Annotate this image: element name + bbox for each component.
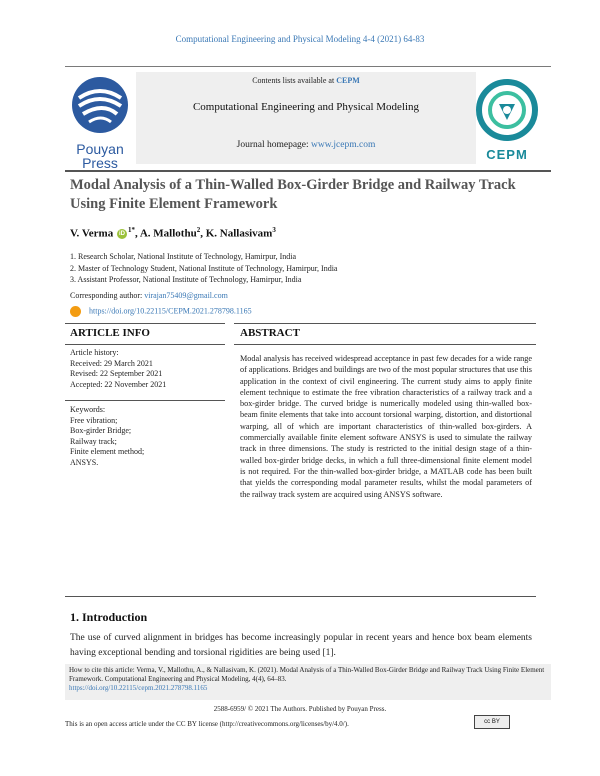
doi-line	[70, 306, 252, 317]
history-accepted: Accepted: 22 November 2021	[70, 379, 167, 389]
abstract-heading: ABSTRACT	[240, 327, 300, 339]
keywords	[70, 405, 144, 468]
keyword-3: Railway track;	[70, 436, 117, 446]
contents-prefix: Contents lists available at	[252, 76, 335, 85]
affiliation-2: 2. Master of Technology Student, National Institute of Technology, Hamirpur, India	[70, 264, 338, 273]
affiliation-3: 3. Assistant Professor, National Institute of Technology, Hamirpur, India	[70, 275, 302, 284]
keywords-label: Keywords:	[70, 405, 106, 414]
intro-paragraph: The use of curved alignment in bridges has become increasingly popular in recent years and hence box beam elements having exceptional bending and torsional rigidities are being used [1].	[70, 633, 532, 658]
open-access-icon	[70, 306, 81, 317]
cepm-logo-icon	[472, 78, 542, 142]
citation-box	[65, 664, 551, 700]
contents-line	[136, 76, 476, 85]
homepage-prefix: Journal homepage:	[236, 140, 309, 150]
citation-link[interactable]: https://doi.org/10.22115/cepm.2021.278798.1165	[69, 684, 208, 692]
author-2: A. Mallothu	[139, 227, 197, 240]
cepm-logo	[472, 78, 542, 166]
pouyan-press-logo	[67, 74, 133, 171]
keyword-5: ANSYS.	[70, 457, 99, 467]
cc-by-badge[interactable]: cc BY	[474, 715, 510, 729]
corresponding-author	[70, 291, 228, 300]
orcid-icon[interactable]: iD	[118, 231, 125, 238]
contents-link[interactable]: CEPM	[336, 76, 360, 85]
header-rule	[65, 66, 551, 67]
history-received: Received: 29 March 2021	[70, 358, 153, 368]
journal-homepage	[136, 140, 476, 150]
pouyan-logo-icon	[67, 74, 133, 136]
license-line: This is an open access article under the CC BY license (http://creativecommons.org/licenses/by/4.0/).	[65, 720, 349, 728]
article-history	[70, 348, 166, 390]
header-rule-thick	[65, 170, 551, 172]
author-list: V. Verma $iD^{1*}$, A. Mallothu$^2$, K. Nallasivam$^3$	[70, 226, 276, 240]
running-header: Computational Engineering and Physical Modeling 4-4 (2021) 64-83	[175, 34, 425, 44]
keyword-1: Free vibration;	[70, 415, 118, 425]
logo-line-1: Pouyan	[76, 141, 124, 157]
history-label: Article history:	[70, 348, 119, 357]
article-info-top-rule	[65, 323, 225, 324]
author-2-sup: 2	[196, 226, 201, 234]
logo-line-2: Press	[82, 155, 118, 171]
doi-link[interactable]: https://doi.org/10.22115/CEPM.2021.278798.1165	[89, 306, 252, 316]
issn-line: 2588-6959/ © 2021 The Authors. Published by Pouyan Press.	[213, 705, 387, 713]
author-3-sup: 3	[272, 226, 276, 234]
citation-text: How to cite this article: Verma, V., Mallothu, A., & Nallasivam, K. (2021). Modal Analysis of a Thin-Walled Box-Girder Bridge and Railway Track Using Finite Element Framework. Computational Engineering and Physical Modeling, 4(4), 64–83.	[69, 666, 545, 683]
author-3: K. Nallasivam	[205, 227, 273, 240]
affiliation-1: 1. Research Scholar, National Institute of Technology, Hamirpur, India	[70, 252, 297, 261]
article-info-heading: ARTICLE INFO	[70, 327, 150, 339]
history-revised: Revised: 22 September 2021	[70, 369, 163, 378]
journal-banner	[136, 72, 476, 164]
abstract-bottom-rule	[65, 596, 536, 597]
keyword-4: Finite element method;	[70, 447, 145, 456]
corresponding-email[interactable]: virajan75409@gmail.com	[144, 291, 228, 300]
author-1: V. Verma	[70, 227, 114, 240]
corresponding-label: Corresponding author:	[70, 291, 143, 300]
abstract-mid-rule	[234, 344, 536, 345]
intro-heading: 1. Introduction	[70, 610, 148, 624]
homepage-link[interactable]: www.jcepm.com	[311, 140, 376, 150]
author-1-sup: 1*	[127, 226, 135, 234]
paper-title: Modal Analysis of a Thin-Walled Box-Girder Bridge and Railway Track Using Finite Element Framework	[70, 177, 516, 212]
article-info-mid-rule	[65, 344, 225, 345]
journal-title: Computational Engineering and Physical Modeling	[192, 101, 420, 113]
abstract-text: Modal analysis has received widespread acceptance in past few decades for a wide range of applications. Bridges and buildings are two of the most popular structures that use this application in the context of civil engineering. The current study aims to apply finite element technique to estimate the free vibration characteristics of a railway track and a box-girder bridge. The curved bridge is numerically modeled using thin-walled box-beam finite elements that take into account torsional warping, distortion, and distortional warping, all of which are important characteristics of thin-walled box-girders. A commercially available finite element software ANSYS is used to simulate the railway track in three dimensions. The study is restricted to the initial design stage of a thin-walled box-girder bridge decks, in which a full three-dimensional finite element model is not required. For the thin-walled box-girder bridge, a MATLAB code has been built that yields the corresponding modal parameter results, whilst the modal parameters of the railway track system are acquired using ANSYS software.	[240, 354, 532, 499]
abstract-top-rule	[234, 323, 536, 324]
cepm-logo-text: CEPM	[486, 147, 528, 162]
keyword-2: Box-girder Bridge;	[70, 426, 132, 435]
keywords-rule	[65, 400, 225, 401]
